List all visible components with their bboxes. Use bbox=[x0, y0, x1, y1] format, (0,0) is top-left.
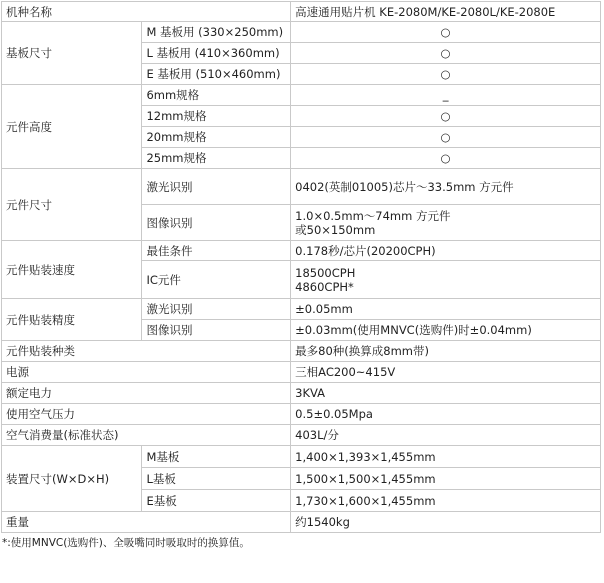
header-row bbox=[2, 2, 601, 22]
row-item: 激光识别 bbox=[142, 169, 291, 205]
row-label: 电源 bbox=[2, 362, 291, 383]
row-value bbox=[291, 205, 601, 241]
row-value: ±0.05mm bbox=[291, 299, 601, 320]
row-item: L基板 bbox=[142, 468, 291, 490]
value-line: 或50×150mm bbox=[295, 222, 376, 237]
value-line: 18500CPH bbox=[295, 265, 356, 280]
model-name-label: 机种名称 bbox=[2, 2, 291, 22]
row-value: ±0.03mm(使用MNVC(选购件)时±0.04mm) bbox=[291, 320, 601, 341]
table-row bbox=[2, 425, 601, 446]
row-label: 额定电力 bbox=[2, 383, 291, 404]
table-row bbox=[2, 341, 601, 362]
row-value: 0402(英制01005)芯片～33.5mm 方元件 bbox=[291, 169, 601, 205]
support-mark: _ bbox=[291, 85, 601, 106]
support-mark: ○ bbox=[291, 148, 601, 169]
row-item: 25mm规格 bbox=[142, 148, 291, 169]
row-item: IC元件 bbox=[142, 261, 291, 299]
component-size-label: 元件尺寸 bbox=[2, 169, 142, 241]
row-value: 三相AC200~415V bbox=[291, 362, 601, 383]
row-item: M 基板用 (330×250mm) bbox=[142, 22, 291, 43]
value-line: 4860CPH* bbox=[295, 279, 354, 294]
row-item: 12mm规格 bbox=[142, 106, 291, 127]
row-item: M基板 bbox=[142, 446, 291, 468]
row-value: 0.5±0.05Mpa bbox=[291, 404, 601, 425]
table-row bbox=[2, 383, 601, 404]
support-mark: ○ bbox=[291, 106, 601, 127]
spec-table bbox=[1, 1, 601, 533]
support-mark: ○ bbox=[291, 22, 601, 43]
row-value: 1,400×1,393×1,455mm bbox=[291, 446, 601, 468]
component-height-label: 元件高度 bbox=[2, 85, 142, 169]
row-item: L 基板用 (410×360mm) bbox=[142, 43, 291, 64]
table-row bbox=[2, 362, 601, 383]
table-row bbox=[2, 299, 601, 320]
row-item: 图像识别 bbox=[142, 205, 291, 241]
row-label: 空气消费量(标准状态) bbox=[2, 425, 291, 446]
table-row bbox=[2, 169, 601, 205]
weight-value: 约1540kg bbox=[291, 512, 601, 533]
weight-label: 重量 bbox=[2, 512, 291, 533]
table-row bbox=[2, 85, 601, 106]
row-item: 最佳条件 bbox=[142, 241, 291, 261]
table-row bbox=[2, 22, 601, 43]
value-line: 1.0×0.5mm～74mm 方元件 bbox=[295, 208, 451, 223]
row-item: E 基板用 (510×460mm) bbox=[142, 64, 291, 85]
row-item: E基板 bbox=[142, 490, 291, 512]
support-mark: ○ bbox=[291, 127, 601, 148]
placement-accuracy-label: 元件贴装精度 bbox=[2, 299, 142, 341]
row-value: 1,500×1,500×1,455mm bbox=[291, 468, 601, 490]
row-item: 图像识别 bbox=[142, 320, 291, 341]
row-value: 403L/分 bbox=[291, 425, 601, 446]
row-label: 使用空气压力 bbox=[2, 404, 291, 425]
model-name-value: 高速通用贴片机 KE-2080M/KE-2080L/KE-2080E bbox=[291, 2, 601, 22]
row-label: 元件贴装种类 bbox=[2, 341, 291, 362]
row-value: 3KVA bbox=[291, 383, 601, 404]
board-size-label: 基板尺寸 bbox=[2, 22, 142, 85]
machine-size-label: 装置尺寸(W×D×H) bbox=[2, 446, 142, 512]
row-item: 6mm规格 bbox=[142, 85, 291, 106]
row-value: 最多80种(换算成8mm带) bbox=[291, 341, 601, 362]
support-mark: ○ bbox=[291, 43, 601, 64]
row-item: 激光识别 bbox=[142, 299, 291, 320]
placement-speed-label: 元件贴装速度 bbox=[2, 241, 142, 299]
table-row bbox=[2, 512, 601, 533]
row-item: 20mm规格 bbox=[142, 127, 291, 148]
footnote: *:使用MNVC(选购件)、全吸嘴同时吸取时的换算值。 bbox=[2, 537, 250, 549]
row-value: 0.178秒/芯片(20200CPH) bbox=[291, 241, 601, 261]
row-value bbox=[291, 261, 601, 299]
table-row bbox=[2, 446, 601, 468]
table-row bbox=[2, 404, 601, 425]
row-value: 1,730×1,600×1,455mm bbox=[291, 490, 601, 512]
table-row bbox=[2, 241, 601, 261]
support-mark: ○ bbox=[291, 64, 601, 85]
